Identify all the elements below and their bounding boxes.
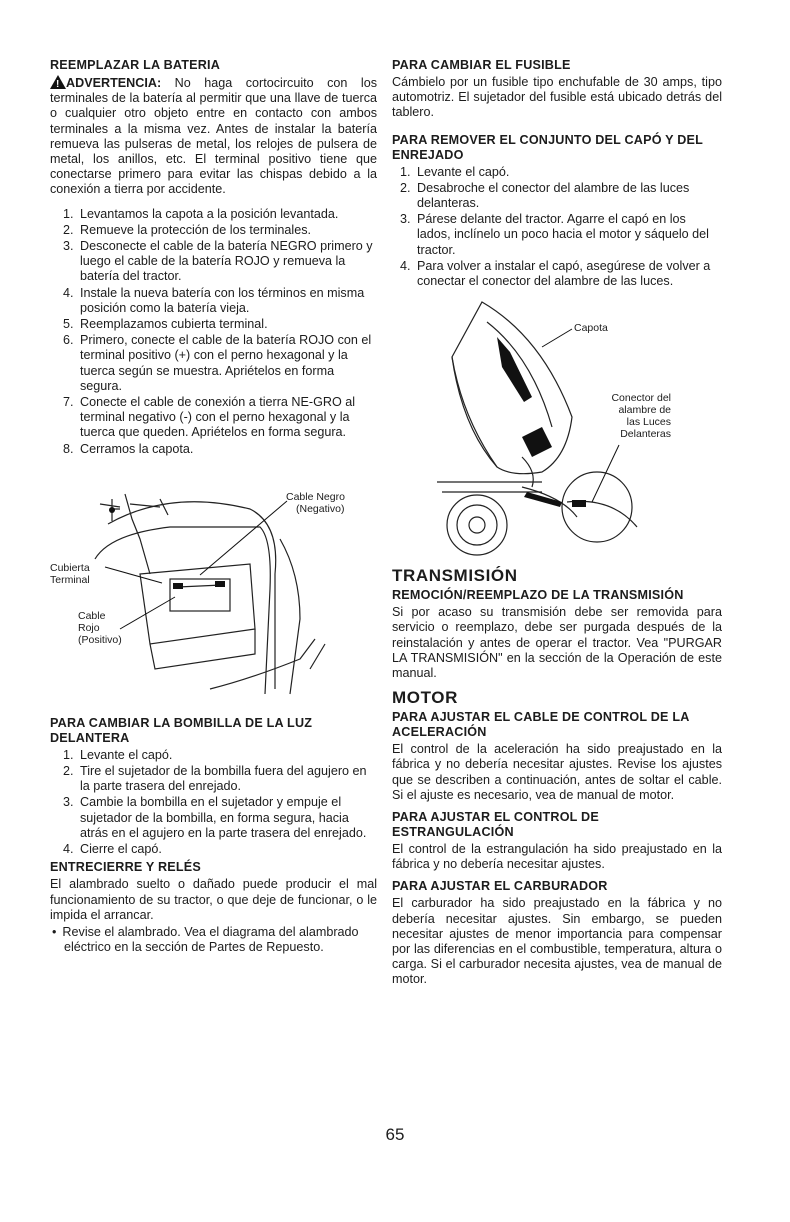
label-line: las Luces [626, 416, 671, 429]
list-item: 1. Levante el capó. [77, 748, 377, 763]
fuse-title: PARA CAMBIAR EL FUSIBLE [392, 58, 571, 72]
carb-title: PARA AJUSTAR EL CARBURADOR [392, 879, 608, 894]
list-item: 2. Desabroche el conector del alambre de las luces delanteras. [414, 181, 722, 211]
list-item: 6. Primero, conecte el cable de la batería ROJO con el terminal positivo (+) con el perno hexagonal y la tuerca según se muestra. Apriételos en forma segura. [77, 333, 377, 394]
interlocks-bullets [50, 925, 377, 955]
list-item: 4. Para volver a instalar el capó, asegúrese de volver a conectar el conector del alambre de las luces. [414, 259, 722, 289]
label-line: alambre de [618, 404, 671, 417]
label-line: Terminal [50, 573, 90, 586]
transmission-heading: TRANSMISIÓN [392, 566, 518, 586]
label-black-cable [286, 491, 345, 515]
label-hood: Capota [574, 322, 608, 335]
warning-text: No haga cortocircuito con los terminales de la batería al permitir que una llave de tuerca o cualquier otro objeto entre en contacto con ambos terminales a la misma vez. Antes de instalar la batería remueva las pulseras de metal, los relojes de pulsera de metal, los anillos, etc. El terminal positivo tiene que conectarse primero para evitar las chispas debido a la conexión a tierra por accidente. [50, 76, 377, 197]
list-item: 4. Cierre el capó. [77, 842, 377, 857]
list-item: 3. Párese delante del tractor. Agarre el capó en los lados, inclínelo un poco hacia el motor y sáquelo del tractor. [414, 212, 722, 258]
page-number: 65 [385, 1125, 405, 1144]
list-item: 2. Tire el sujetador de la bombilla fuera del agujero en la parte trasera del enrejado. [77, 764, 377, 794]
carb-text: El carburador ha sido preajustado en la fábrica y no debería necesitar ajustes. Sin embargo, se pueden necesitar ajustes de menor importancia para compensar por las diferencias en el combustible, temperatura, altura o carga. Si el carburador necesita ajustes, vea de manual de motor. [392, 896, 722, 987]
hood-figure [392, 297, 722, 562]
right-column [392, 58, 722, 995]
list-item: 4. Instale la nueva batería con los términos en misma posición como la batería vieja. [77, 286, 377, 316]
choke-text: El control de la estrangulación ha sido preajustado en la fábrica y no debería necesitar ajustes. [392, 842, 722, 872]
throttle-title: PARA AJUSTAR EL CABLE DE CONTROL DE LA ACELERACIÓN [392, 710, 690, 740]
hood-illustration [392, 297, 722, 562]
label-line: Cable Negro [286, 490, 345, 503]
interlocks-title: ENTRECIERRE Y RELÉS [50, 860, 201, 875]
bulb-steps [50, 748, 377, 857]
bulb-title: PARA CAMBIAR LA BOMBILLA DE LA LUZ DELANTERA [50, 715, 313, 745]
warning-label: ADVERTENCIA: [66, 76, 162, 90]
list-item: 2. Remueve la protección de los terminales. [77, 223, 377, 238]
list-item: 3. Desconecte el cable de la batería NEGRO primero y luego el cable de la batería ROJO y remueva la batería del tractor. [77, 239, 377, 285]
list-item: 7. Conecte el cable de conexión a tierra NE-GRO al terminal negativo (-) con el perno hexagonal y la tuerca que queden. Apriételos en forma segura. [77, 395, 377, 441]
transmission-text: Si por acaso su transmisión debe ser removida para servicio o reemplazo, debe ser purgada después de la reinstalación y antes de operar el tractor. Vea "PURGAR LA TRANSMISIÓN" en la sección de la Operación de este manual. [392, 605, 722, 681]
label-terminal-cover [50, 562, 90, 586]
label-line: Conector del [611, 392, 671, 405]
battery-steps [50, 207, 377, 457]
list-item: 3. Cambie la bombilla en el sujetador y empuje el sujetador de la bombilla, en forma segura, hacia atrás en el agujero en la parte trasera del enrejado. [77, 795, 377, 841]
fuse-text: Cámbielo por un fusible tipo enchufable de 30 amps, tipo automotriz. El sujetador del fusible está ubicado detrás del tablero. [392, 75, 722, 120]
list-item: 1. Levantamos la capota a la posición levantada. [77, 207, 377, 222]
list-item: 1. Levante el capó. [414, 165, 722, 180]
choke-title: PARA AJUSTAR EL CONTROL DE ESTRANGULACIÓN [392, 810, 599, 840]
label-line: (Positivo) [78, 633, 122, 646]
label-line: Cable [78, 609, 106, 622]
throttle-text: El control de la aceleración ha sido preajustado en la fábrica y no debería necesitar ajustes. Revise los ajustes que se describen a continuación, antes de soltar el cable. Si el ajuste es necesario, vea de manual de motor. [392, 742, 722, 802]
warning-icon [50, 75, 66, 89]
label-red-cable [78, 610, 122, 646]
left-column [50, 58, 377, 955]
hood-steps [392, 165, 722, 290]
label-line: Cubierta [50, 561, 90, 574]
interlocks-text: El alambrado suelto o dañado puede producir el mal funcionamiento de su tractor, o que deje de funcionar, o le impida el arrancar. [50, 877, 377, 922]
transmission-title: REMOCIÓN/REEMPLAZO DE LA TRANSMISIÓN [392, 588, 684, 603]
label-line: Delanteras [620, 428, 671, 441]
battery-warning [50, 75, 377, 198]
hood-title: PARA REMOVER EL CONJUNTO DEL CAPÓ Y DEL ENREJADO [392, 132, 703, 162]
battery-figure [50, 479, 377, 701]
battery-title: REEMPLAZAR LA BATERIA [50, 58, 221, 72]
label-line: Rojo [78, 621, 100, 634]
label-line: (Negativo) [296, 502, 345, 515]
list-item: • Revise el alambrado. Vea el diagrama del alambrado eléctrico en la sección de Partes de Repuesto. [64, 925, 377, 955]
list-item: 5. Reemplazamos cubierta terminal. [77, 317, 377, 332]
list-item: 8. Cerramos la capota. [77, 442, 377, 457]
motor-heading: MOTOR [392, 688, 458, 708]
label-connector [595, 392, 671, 440]
